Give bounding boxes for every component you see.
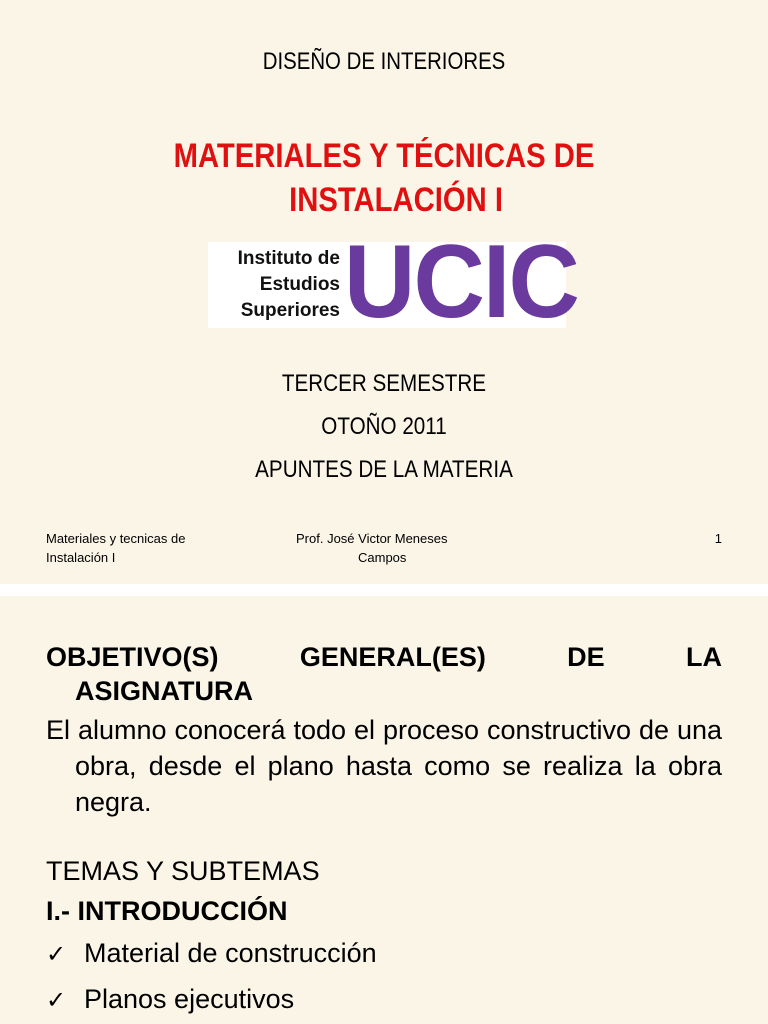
footer-course-line-1: Materiales y tecnicas de — [46, 531, 186, 546]
objective-heading — [46, 640, 722, 708]
ucic-logo — [208, 224, 578, 340]
topics-heading: TEMAS Y SUBTEMAS — [46, 856, 320, 886]
footer-course — [46, 529, 246, 567]
footer-page-number: 1 — [714, 531, 722, 546]
season-text: OTOÑO 2011 — [321, 413, 447, 440]
objective-text: El alumno conocerá todo el proceso constructivo de una obra, desde el plano hasta como se realiza la obra negra. — [46, 715, 722, 817]
footer-professor — [296, 529, 496, 567]
footer-course-line-2: Instalación I — [46, 550, 116, 565]
objective-heading-line-1: OBJETIVO(S) GENERAL(ES) DE LA — [46, 642, 722, 672]
check-icon: ✓ — [46, 941, 67, 968]
list-item — [46, 977, 722, 1023]
list-item-label: Planos ejecutivos — [84, 984, 295, 1014]
list-item — [46, 931, 722, 977]
slide-2-content — [46, 640, 722, 1023]
slide-2 — [0, 596, 768, 1024]
check-icon: ✓ — [46, 987, 67, 1014]
unit-title: I.- INTRODUCCIÓN — [46, 896, 288, 926]
logo-brand: UCIC — [344, 224, 578, 340]
title-line-1: MATERIALES Y TÉCNICAS DE — [173, 137, 595, 175]
logo-institution-text — [208, 246, 340, 324]
course-name: DISEÑO DE INTERIORES — [262, 48, 506, 75]
objective-heading-line-2: ASIGNATURA — [75, 676, 253, 706]
logo-institution-line-1: Instituto de — [237, 248, 340, 269]
course-info — [54, 362, 714, 491]
logo-institution-line-2: Estudios — [259, 274, 340, 295]
footer-professor-line-1: Prof. José Victor Meneses — [296, 531, 448, 546]
notes-text: APUNTES DE LA MATERIA — [255, 456, 513, 483]
presentation-title — [54, 134, 714, 222]
logo-institution-line-3: Superiores — [240, 300, 340, 321]
semester-text: TERCER SEMESTRE — [281, 370, 487, 397]
footer-professor-line-2: Campos — [358, 550, 407, 565]
list-item-label: Material de construcción — [84, 938, 377, 968]
slide-separator — [0, 584, 768, 596]
title-line-2: INSTALACIÓN I — [289, 181, 503, 219]
